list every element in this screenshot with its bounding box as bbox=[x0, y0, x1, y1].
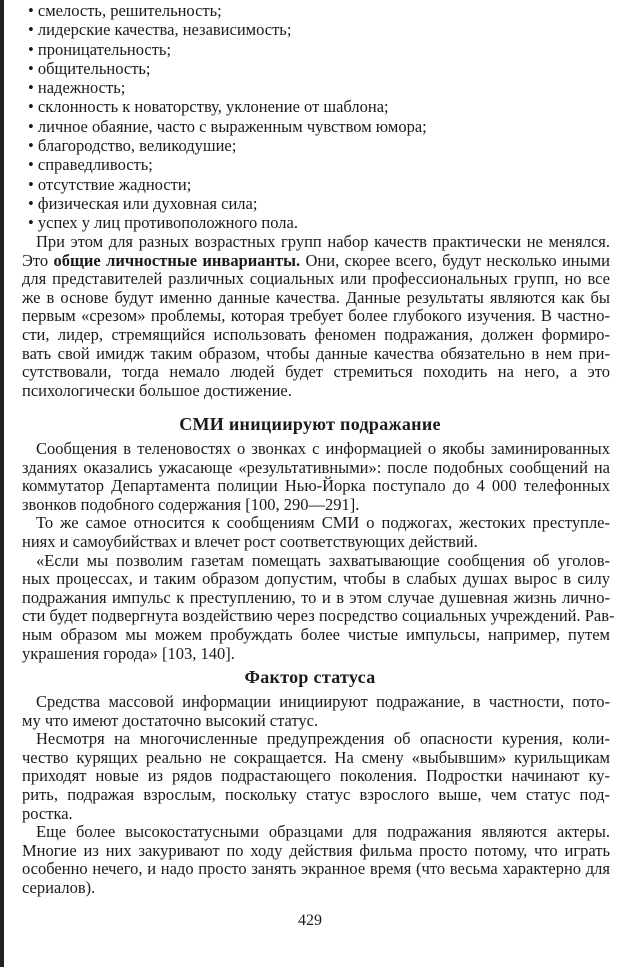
text-line: ростка. bbox=[22, 803, 73, 823]
text-line: для представителей различных социальных или профессиональных групп, но все bbox=[22, 269, 610, 289]
text-line: психологически большое достижение. bbox=[22, 380, 292, 400]
list-item: • склонность к новаторству, уклонение от шаблона; bbox=[28, 97, 389, 117]
list-item: • лидерские качества, независимость; bbox=[28, 20, 292, 40]
text-line: же в основе будут именно данные качества. Данные результаты являются как бы bbox=[22, 287, 610, 307]
list-item: • смелость, решительность; bbox=[28, 1, 222, 20]
text-line: При этом для разных возрастных групп набор качеств практически не менялся. bbox=[36, 232, 610, 251]
text-line: му что имеют достаточно высокий статус. bbox=[22, 710, 319, 730]
text-line: ниях и самоубийствах и влечет рост соответствующих действий. bbox=[22, 531, 478, 551]
section-heading-media: СМИ инициируют подражание bbox=[179, 414, 441, 434]
text-line: сериалов). bbox=[22, 877, 96, 897]
section-status-body bbox=[22, 693, 610, 898]
list-item: • справедливость; bbox=[28, 155, 153, 175]
section-heading-status: Фактор статуса bbox=[244, 667, 376, 687]
qualities-list bbox=[22, 1, 610, 233]
list-item: • благородство, великодушие; bbox=[28, 136, 237, 156]
text-line: приходят новые из рядов подрастающего поколения. Подростки начинают ку- bbox=[22, 766, 610, 786]
list-item: • проницательность; bbox=[28, 39, 172, 59]
text-line: Сообщения в теленовостях о звонках с информацией о якобы заминированных bbox=[36, 439, 610, 458]
list-item: • личное обаяние, часто с выраженным чувством юмора; bbox=[28, 116, 427, 136]
text-line: звонков подобного содержания [100, 290—291]. bbox=[22, 494, 360, 514]
text-line: ных процессах, и таким образом допустим, чтобы в слабых душах вырос в силу bbox=[22, 569, 610, 589]
text-segment: Это bbox=[22, 250, 54, 270]
text-line: чество курящих реально не сокращается. На смену «выбывшим» курильщикам bbox=[22, 747, 610, 767]
text-line: зданиях оказались ужасающе «результативными»: после подобных сообщений на bbox=[22, 457, 610, 477]
text-line: Многие из них закуривают по ходу действия фильма просто потому, что играть bbox=[22, 840, 610, 860]
text-line: первым «срезом» проблемы, которая требует более глубокого изучения. В частно- bbox=[22, 306, 610, 326]
list-item: • физическая или духовная сила; bbox=[28, 193, 258, 213]
text-line: сутствовали, тогда немало людей будет стремиться походить на него, а это bbox=[22, 362, 610, 382]
text-line: сти, лидер, стремящийся использовать феномен подражания, должен формиро- bbox=[22, 324, 610, 344]
intro-paragraph bbox=[22, 233, 610, 400]
list-item: • общительность; bbox=[28, 58, 151, 78]
list-item: • надежность; bbox=[28, 78, 126, 98]
page-number: 429 bbox=[298, 912, 322, 929]
text-line: рить, подражая взрослым, поскольку статус взрослого выше, чем статус под- bbox=[22, 784, 610, 804]
text-line: Еще более высокостатусными образцами для подражания являются актеры. bbox=[36, 822, 610, 842]
text-line: особенно нечего, и надо просто занять экранное время (что весьма характерно для bbox=[22, 859, 610, 879]
list-item: • успех у лиц противоположного пола. bbox=[28, 213, 298, 233]
bold-term: общие личностные инварианты. bbox=[53, 250, 301, 270]
text-line: сти будет подвергнута воздействию через посредство социальных учреждений. Рав- bbox=[22, 606, 615, 626]
text-line: Несмотря на многочисленные предупреждения об опасности курения, коли- bbox=[36, 729, 610, 749]
text-line: вать свой имидж таким образом, чтобы данные качества обязательно в нем при- bbox=[22, 343, 610, 363]
text-line: То же самое относится к сообщениям СМИ о поджогах, жестоких преступле- bbox=[36, 513, 610, 533]
text-line: «Если мы позволим газетам помещать захватывающие сообщения об уголов- bbox=[36, 550, 610, 570]
text-segment: Они, скорее всего, будут несколько иными bbox=[300, 250, 610, 270]
text-line: ным образом мы можем пробуждать более чистые импульсы, например, путем bbox=[22, 624, 610, 644]
section-media-body bbox=[22, 439, 615, 663]
list-item: • отсутствие жадности; bbox=[28, 174, 192, 194]
text-line: украшения города» [103, 140]. bbox=[22, 643, 235, 663]
text-line: Средства массовой информации инициируют подражание, в частности, пото- bbox=[36, 692, 610, 711]
text-line: подражания импульс к преступлению, то и в этом случае душевная жизнь лично- bbox=[22, 587, 610, 607]
text-line bbox=[22, 252, 610, 271]
scan-edge bbox=[0, 0, 4, 967]
text-line: коммутатор Департамента полиции Нью-Йорка поступало до 4 000 телефонных bbox=[22, 476, 610, 496]
